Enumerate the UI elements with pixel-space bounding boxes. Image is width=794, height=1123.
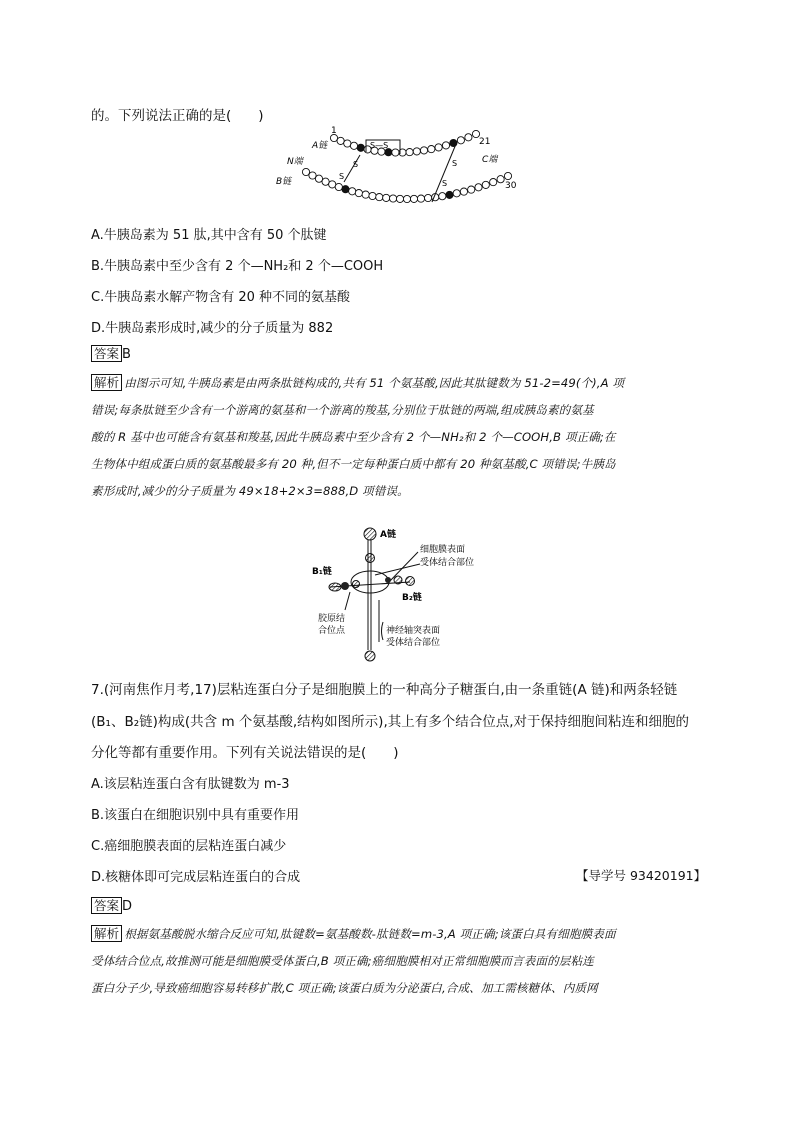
q6-stem-tail: 的。下列说法正确的是( )	[91, 108, 264, 124]
amino-acid-bead	[442, 142, 449, 149]
b2-chain-end	[406, 577, 415, 586]
q7-option-d: D.核糖体即可完成层粘连蛋白的合成	[91, 870, 301, 885]
amino-acid-bead	[392, 149, 399, 156]
b-chain-beads	[302, 168, 511, 202]
label-n21: 21	[479, 137, 491, 147]
label-s4: S	[442, 179, 448, 188]
amino-acid-bead	[383, 194, 390, 201]
q6-explain-line-1: 解析 由图示可知,牛胰岛素是由两条肽链构成的,共有 51 个氨基酸,因此其肽键数为 51-2=49(个),A 项	[91, 370, 701, 397]
label-a-chain-7: A链	[380, 530, 396, 540]
q7-stem-line-1: 7.(河南焦作月考,17)层粘连蛋白分子是细胞膜上的一种高分子糖蛋白,由一条重链(A 链)和两条轻链	[91, 682, 678, 698]
q6-option-c: C.牛胰岛素水解产物含有 20 种不同的氨基酸	[91, 290, 351, 305]
amino-acid-bead	[465, 134, 472, 141]
amino-acid-bead	[390, 195, 397, 202]
b1-chain-end	[329, 583, 341, 591]
amino-acid-bead	[468, 186, 475, 193]
amino-acid-bead	[504, 172, 511, 179]
q6-option-d: D.牛胰岛素形成时,减少的分子质量为 882	[91, 321, 334, 336]
label-membrane-site-1: 细胞膜表面	[420, 545, 466, 555]
amino-acid-bead	[410, 195, 417, 202]
q6-answer-tag: 答案	[91, 345, 122, 362]
q7-answer-tag: 答案	[91, 897, 122, 914]
a-chain-bottom	[365, 651, 375, 661]
insulin-structure-figure	[270, 124, 530, 206]
amino-acid-bead	[322, 178, 329, 185]
q7-stem-line-2: (B₁、B₂链)构成(共含 m 个氨基酸,结构如图所示),其上有多个结合位点,对于保持细胞间粘连和细胞的	[91, 714, 690, 730]
amino-acid-bead	[425, 194, 432, 201]
amino-acid-bead	[413, 148, 420, 155]
label-axon-2: 受体结合部位	[386, 638, 441, 648]
q7-explain-line-3: 蛋白分子少,导致癌细胞容易转移扩散,C 项正确;该蛋白质为分泌蛋白,合成、加工需核糖体、内质网	[91, 981, 598, 995]
amino-acid-bead	[369, 192, 376, 199]
q7-option-c: C.癌细胞膜表面的层粘连蛋白减少	[91, 839, 287, 854]
amino-acid-bead	[302, 168, 309, 175]
q7-explanation	[91, 921, 701, 1002]
amino-acid-bead	[337, 137, 344, 144]
q6-explain-tag: 解析	[91, 374, 122, 391]
q7-stem-line-3: 分化等都有重要作用。下列有关说法错误的是( )	[91, 745, 399, 761]
label-c-end: C端	[482, 155, 498, 165]
label-n1: 1	[331, 126, 337, 136]
amino-acid-bead	[406, 149, 413, 156]
label-axon-1: 神经轴突表面	[386, 626, 441, 636]
amino-acid-bead	[349, 188, 356, 195]
amino-acid-bead	[439, 193, 446, 200]
amino-acid-bead	[482, 181, 489, 188]
q7-option-a: A.该层粘连蛋白含有肽键数为 m-3	[91, 777, 290, 792]
label-b1-chain: B₁链	[312, 567, 332, 577]
guide-number: 【导学号 93420191】	[576, 868, 707, 883]
q7-explain-line-1: 解析 根据氨基酸脱水缩合反应可知,肽键数=氨基酸数-肽链数=m-3,A 项正确;该蛋白具有细胞膜表面	[91, 921, 701, 948]
amino-acid-bead	[490, 179, 497, 186]
amino-acid-bead	[355, 190, 362, 197]
q7-answer	[91, 897, 132, 914]
amino-acid-bead	[497, 176, 504, 183]
q6-explain-line-3: 酸的 R 基中也可能含有氨基和羧基,因此牛胰岛素中至少含有 2 个—NH₂和 2 个—COOH,B 项正确;在	[91, 430, 616, 444]
label-collagen-1: 胶原结	[318, 614, 346, 624]
q6-explain-line-5: 素形成时,减少的分子质量为 49×18+2×3=888,D 项错误。	[91, 484, 409, 498]
q6-answer	[91, 345, 131, 362]
amino-acid-bead	[403, 195, 410, 202]
amino-acid-bead	[460, 188, 467, 195]
q6-explain-line-2: 错误;每条肽链至少含有一个游离的氨基和一个游离的羧基,分别位于肽链的两端,组成胰岛素的氨基	[91, 403, 594, 417]
amino-acid-bead	[435, 144, 442, 151]
a-chain-beads	[330, 130, 479, 156]
amino-acid-bead	[453, 190, 460, 197]
amino-acid-bead	[428, 146, 435, 153]
label-s1: S	[353, 160, 359, 169]
amino-acid-bead	[342, 186, 349, 193]
amino-acid-bead	[457, 137, 464, 144]
label-b2-chain: B₂链	[402, 593, 422, 603]
label-b-chain: B链	[276, 177, 292, 187]
q6-option-b: B.牛胰岛素中至少含有 2 个—NH₂和 2 个—COOH	[91, 259, 384, 274]
amino-acid-bead	[450, 139, 457, 146]
label-s2: S	[339, 172, 345, 181]
q6-explanation	[91, 370, 701, 505]
q7-option-b: B.该蛋白在细胞识别中具有重要作用	[91, 808, 300, 823]
amino-acid-bead	[475, 184, 482, 191]
amino-acid-bead	[344, 140, 351, 147]
q6-answer-value: B	[122, 347, 131, 362]
amino-acid-bead	[420, 147, 427, 154]
label-membrane-site-2: 受体结合部位	[420, 558, 475, 568]
amino-acid-bead	[350, 142, 357, 149]
amino-acid-bead	[329, 181, 336, 188]
amino-acid-bead	[417, 195, 424, 202]
q6-explain-line-4: 生物体中组成蛋白质的氨基酸最多有 20 种,但不一定每种蛋白质中都有 20 种氨基酸,C 项错误;牛胰岛	[91, 457, 616, 471]
amino-acid-bead	[357, 144, 364, 151]
label-collagen-2: 合位点	[318, 626, 346, 636]
amino-acid-bead	[446, 191, 453, 198]
amino-acid-bead	[335, 183, 342, 190]
q7-answer-value: D	[122, 899, 133, 914]
amino-acid-bead	[396, 195, 403, 202]
label-n30: 30	[505, 181, 517, 191]
label-a-chain: A链	[312, 141, 328, 151]
a-chain-end	[364, 528, 376, 540]
q6-option-a: A.牛胰岛素为 51 肽,其中含有 50 个肽键	[91, 228, 327, 243]
label-n-end: N端	[287, 157, 303, 167]
label-ss: S—S	[370, 141, 389, 150]
laminin-structure-figure	[300, 520, 510, 665]
amino-acid-bead	[362, 191, 369, 198]
amino-acid-bead	[376, 194, 383, 201]
q7-explain-tag: 解析	[91, 925, 122, 942]
label-s3: S	[452, 159, 458, 168]
q7-explain-line-2: 受体结合位点,故推测可能是细胞膜受体蛋白,B 项正确;癌细胞膜相对正常细胞膜而言表面的层粘连	[91, 954, 594, 968]
amino-acid-bead	[315, 175, 322, 182]
